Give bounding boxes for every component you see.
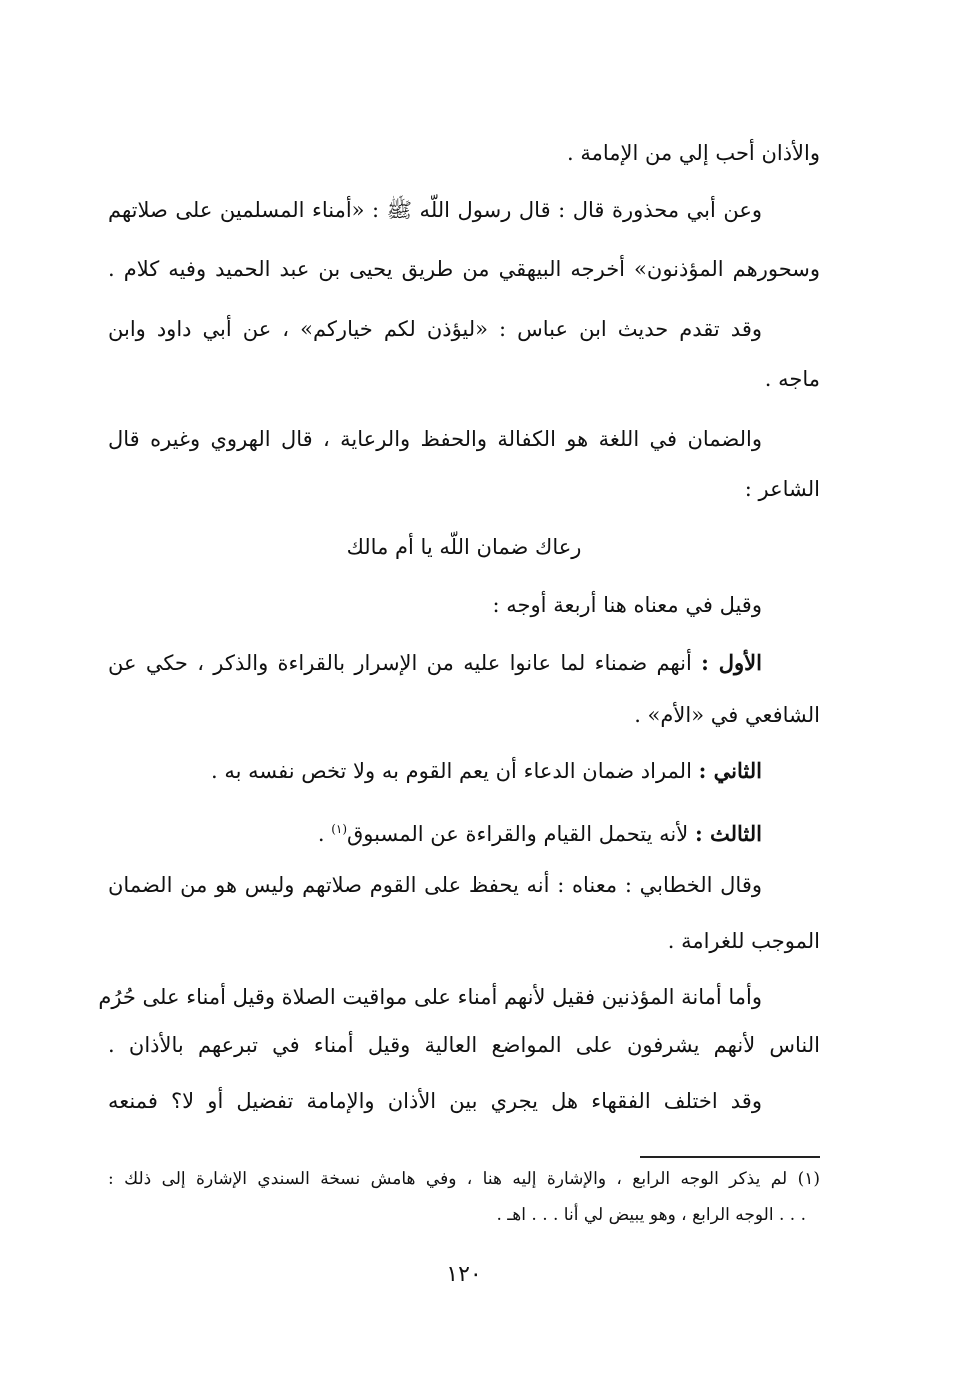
footnote-marker[interactable]: (١) — [331, 822, 348, 836]
footnote-line: . . . الوجه الرابع ، وهو يبيض لي أنا . . . اهـ . — [496, 1205, 806, 1225]
text-line: الشافعي في «الأم» . — [634, 703, 820, 727]
text-line: وقال الخطابي : معناه : أنه يحفظ على القوم صلاتهم وليس هو من الضمان — [108, 873, 762, 897]
item-text: أنهم ضمناء لما عانوا عليه من الإسرار بالقراءة والذكر ، حكي عن — [108, 651, 692, 675]
text-line: وعن أبي محذورة قال : قال رسول اللّه ﷺ : «أمناء المسلمين على صلاتهم — [108, 198, 762, 222]
footnote-line: (١) لم يذكر الوجه الرابع ، والإشارة إليه هنا ، وفي هامش نسخة السندي الإشارة إلى ذلك : — [108, 1169, 820, 1189]
text-line: وسحورهم المؤذنون» أخرجه البيهقي من طريق يحيى بن عبد الحميد وفيه كلام . — [108, 257, 820, 281]
text-line — [108, 648, 762, 678]
verse-line: رعاك ضمان اللّه يا أم مالك — [346, 535, 582, 559]
item-text: لأنه يتحمل القيام والقراءة عن المسبوق — [347, 822, 689, 846]
item-label-second: الثاني : — [698, 758, 762, 783]
text-line: والضمان في اللغة هو الكفالة والحفظ والرعاية ، قال الهروي وغيره قال — [108, 427, 762, 451]
text-line: ماجه . — [764, 367, 820, 391]
text-line: الشاعر : — [744, 477, 820, 501]
text-line: وقد تقدم حديث ابن عباس : «ليؤذن لكم خياركم» ، عن أبي داود وابن — [108, 317, 762, 341]
text-line: وأما أمانة المؤذنين فقيل لأنهم أمناء على مواقيت الصلاة وقيل أمناء على حُرُم — [98, 985, 762, 1009]
book-page — [98, 138, 820, 1287]
item-label-first: الأول : — [701, 650, 762, 675]
text-line — [318, 814, 762, 844]
text-line: وقيل في معناه هنا أربعة أوجه : — [492, 593, 762, 617]
period: . — [317, 822, 325, 846]
text-line — [211, 756, 762, 786]
text-line: الناس لأنهم يشرفون على المواضع العالية وقيل أمناء في تبرعهم بالأذان . — [108, 1033, 820, 1057]
item-label-third: الثالث : — [694, 821, 762, 846]
text-line: الموجب للغرامة . — [667, 929, 820, 953]
footnote-divider — [640, 1156, 820, 1158]
text-line: وقد اختلف الفقهاء هل يجري بين الأذان والإمامة تفضيل أو لا؟ فمنعه — [108, 1089, 762, 1113]
item-text: المراد ضمان الدعاء أن يعم القوم به ولا تخص نفسه به . — [210, 759, 692, 783]
text-line: والأذان أحب إلي من الإمامة . — [567, 141, 820, 165]
page-number: ١٢٠ — [446, 1262, 482, 1287]
